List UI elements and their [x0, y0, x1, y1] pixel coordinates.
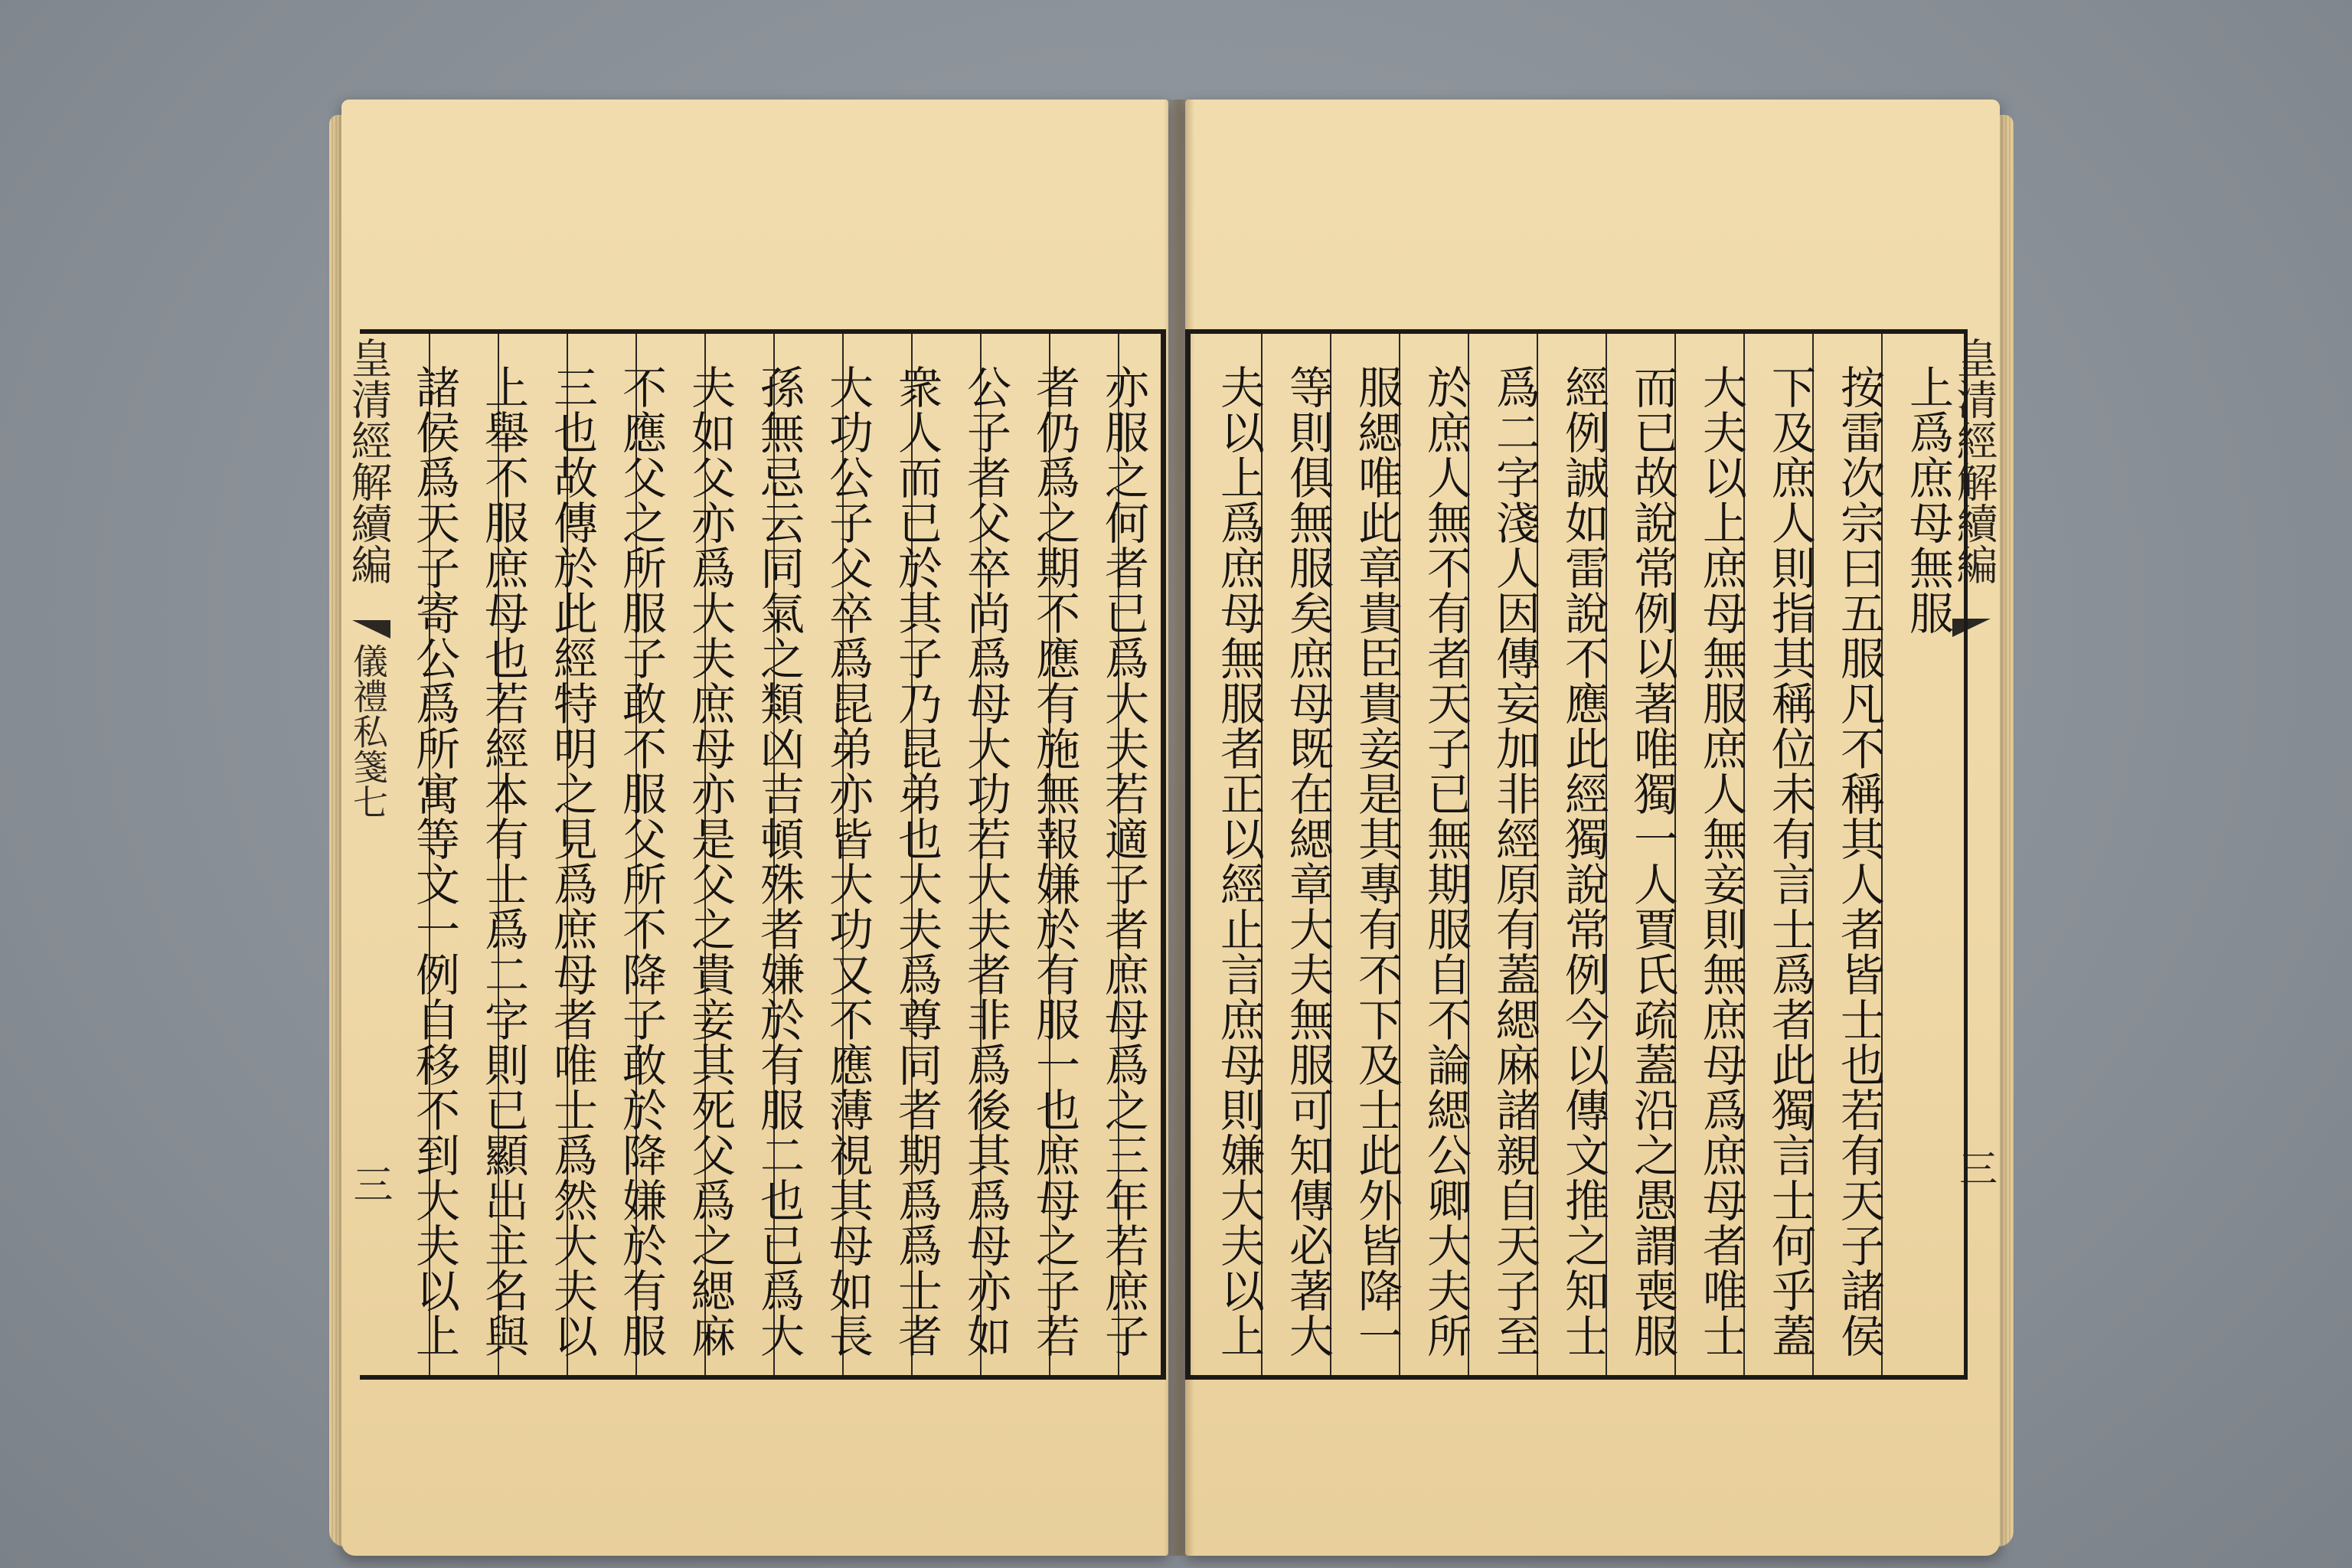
right-text-column-7: 爲二字淺人因傳妄加非經原有蓋緦麻諸親自天子至 [1488, 364, 1540, 1358]
right-text-column-4: 大夫以上庶母無服庶人無妾則無庶母爲庶母者唯士 [1695, 364, 1747, 1358]
right-text-column-9: 服緦唯此章貴臣貴妾是其專有不下及士此外皆降一 [1351, 364, 1403, 1358]
right-text-column-1: 上爲庶母無服 [1902, 364, 1954, 635]
left-text-column-5: 大功公子父卒爲昆弟亦皆大功又不應薄視其母如長 [822, 364, 874, 1358]
right-text-column-5: 而已故說常例以著唯獨一人賈氏疏蓋沿之愚謂喪服 [1626, 364, 1678, 1358]
left-text-frame [360, 329, 1166, 1380]
left-text-column-9: 三也故傳於此經特明之見爲庶母者唯士爲然大夫以 [546, 364, 598, 1358]
right-page-number: 三 [1953, 1148, 1998, 1187]
left-text-column-4: 衆人而已於其子乃昆弟也大夫爲尊同者期爲爲士者 [890, 364, 942, 1358]
right-text-column-8: 於庶人無不有者天子已無期服自不論緦公卿大夫所 [1419, 364, 1472, 1358]
right-text-column-6: 經例誠如雷說不應此經獨說常例今以傳文推之知士 [1557, 364, 1609, 1358]
left-text-column-10: 上舉不服庶母也若經本有士爲二字則已顯出主名與 [477, 364, 529, 1358]
left-page-number: 三 [346, 1164, 392, 1204]
right-text-column-2: 按雷次宗曰五服凡不稱其人者皆士也若有天子諸侯 [1833, 364, 1885, 1358]
left-margin-title: 皇清經解續編 [345, 337, 393, 585]
left-text-column-7: 夫如父亦爲大夫庶母亦是父之貴妾其死父爲之緦麻 [684, 364, 736, 1358]
left-text-column-1: 亦服之何者已爲大夫若適子者庶母爲之三年若庶子 [1097, 364, 1149, 1358]
left-text-column-6: 孫無忌云同氣之類凶吉頓殊者嫌於有服二也已爲大 [753, 364, 805, 1358]
left-margin-chapter: 儀禮私箋七 [348, 643, 389, 819]
right-text-frame [1185, 329, 1968, 1380]
left-text-column-11: 諸侯爲天子寄公爲所寓等文一例自移不到大夫以上 [408, 364, 460, 1358]
left-text-column-3: 公子者父卒尚爲母大功若大夫者非爲後其爲母亦如 [959, 364, 1011, 1358]
right-text-column-11: 夫以上爲庶母無服者正以經止言庶母則嫌大夫以上 [1213, 364, 1265, 1358]
left-text-column-8: 不應父之所服子敢不服父所不降子敢於降嫌於有服 [615, 364, 667, 1358]
right-text-column-10: 等則俱無服矣庶母既在緦章大夫無服可知傳必著大 [1282, 364, 1334, 1358]
left-text-column-2: 者仍爲之期不應有施無報嫌於有服一也庶母之子若 [1028, 364, 1080, 1358]
right-text-column-3: 下及庶人則指其稱位未有言士爲者此獨言士何乎蓋 [1764, 364, 1816, 1358]
right-margin-title: 皇清經解續編 [1950, 337, 1998, 585]
